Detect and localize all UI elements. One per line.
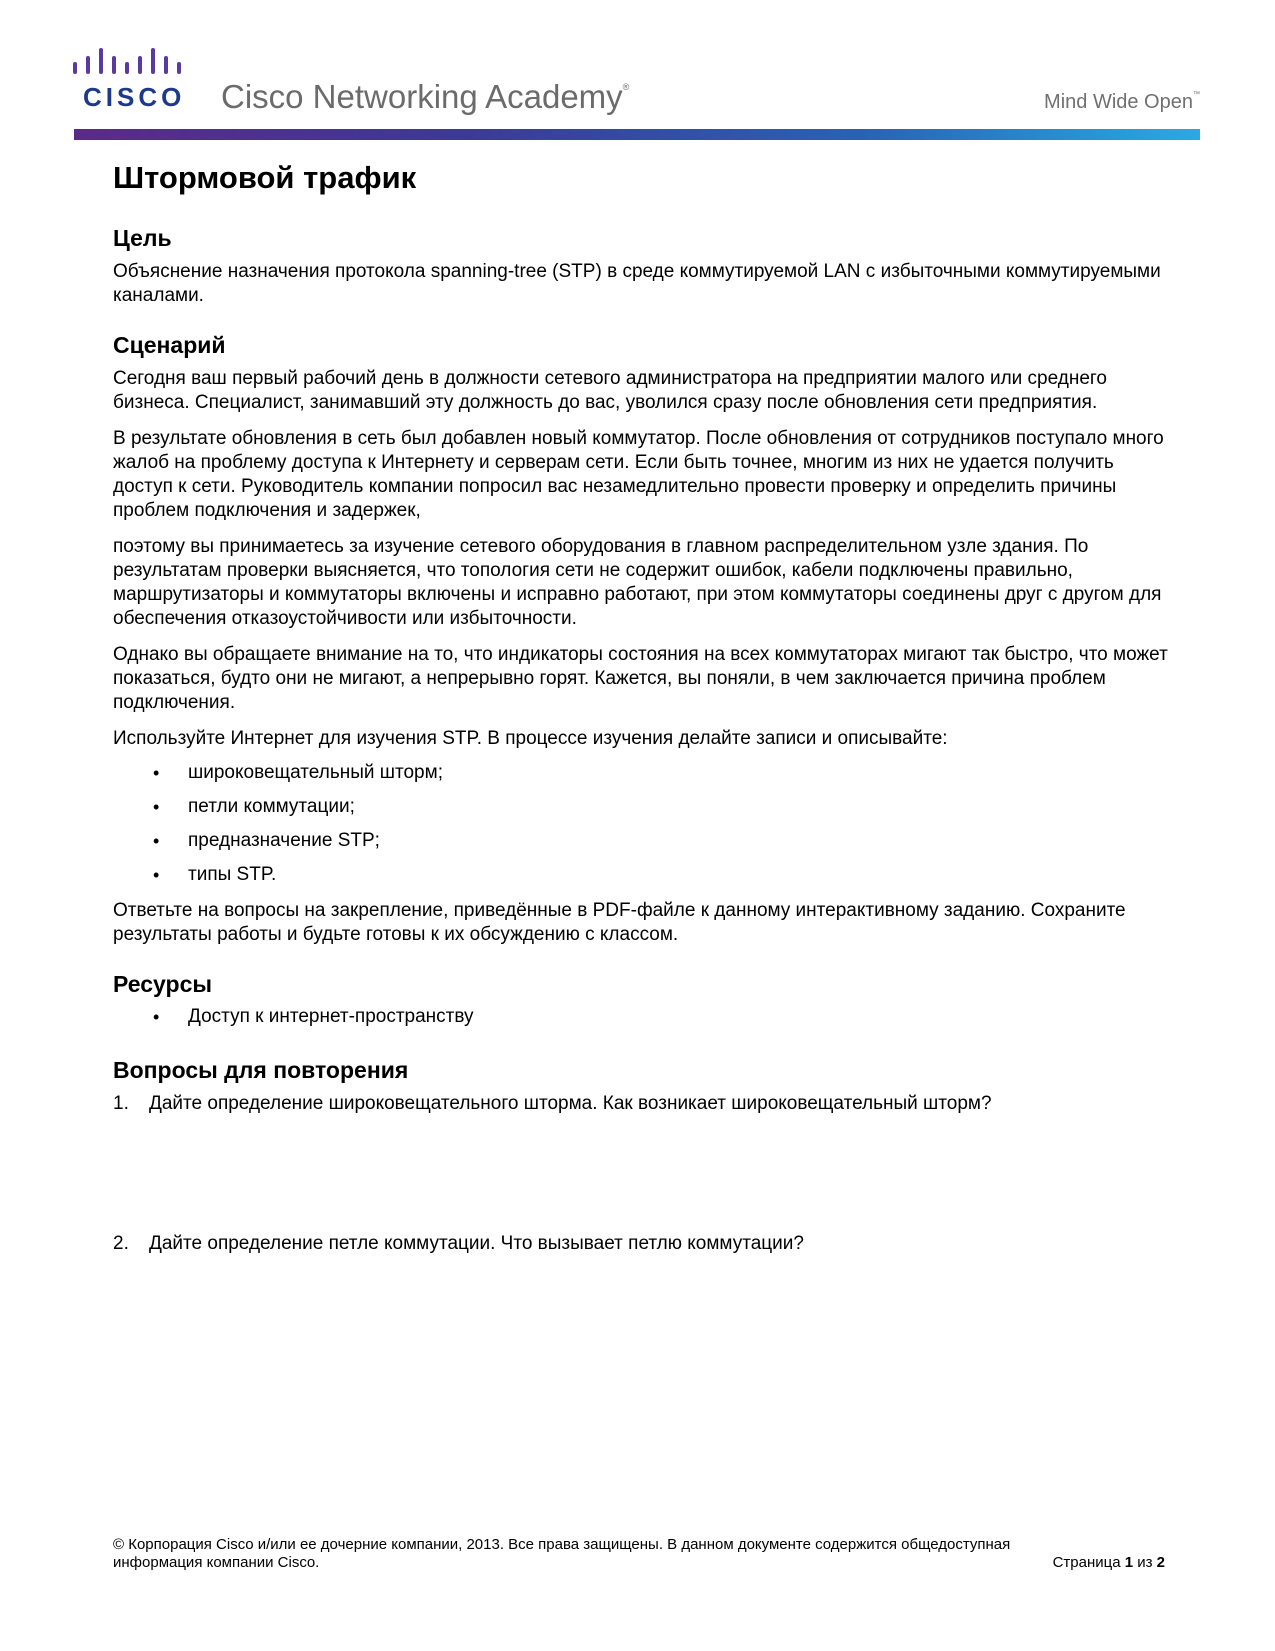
question-number: 1. [113,1093,129,1114]
scenario-paragraph: Однако вы обращаете внимание на то, что индикаторы состояния на всех коммутаторах мигают так быстро, что может показаться, будто они не мигают, а непрерывно горят. Кажется, вы поняли, в чем заключается причина проблем подключения. [113,644,1168,713]
question-item [113,1092,1173,1116]
list-item [113,829,1173,853]
goal-text: Объяснение назначения протокола spanning-tree (STP) в среде коммутируемой LAN с избыточными коммутируемыми каналами. [113,261,1161,306]
page-footer [113,1536,1165,1572]
cisco-logo-wordmark: CISCO [83,82,186,112]
header-gradient-bar [74,129,1200,140]
goal-heading: Цель [113,225,172,251]
page-current: 1 [1124,1554,1134,1571]
question-number: 2. [113,1233,129,1254]
scenario-closing: Ответьте на вопросы на закрепление, приведённые в PDF-файле к данному интерактивному заданию. Сохраните результаты работы и будьте готовы к их обсуждению с классом. [113,900,1126,945]
page-number [1053,1554,1165,1572]
tagline [1044,91,1200,114]
scenario-paragraph: поэтому вы принимаетесь за изучение сетевого оборудования в главном распределительном узле здания. По результатам проверки выясняется, что топология сети не содержит ошибок, кабели подключены правильно, маршрутизаторы и коммутаторы включены и исправно работают, при этом коммутаторы соединены друг с другом для обеспечения отказоустойчивости или избыточности. [113,536,1162,629]
list-item [113,761,1173,785]
list-item [113,863,1173,887]
copyright-notice: © Корпорация Cisco и/или ее дочерние компании, 2013. Все права защищены. В данном документе содержится общедоступная информация компании Cisco. [113,1536,1011,1571]
page-number-separator: из [1133,1554,1157,1571]
review-heading: Вопросы для повторения [113,1057,409,1083]
list-item-text: предназначение STP; [188,830,380,851]
list-item [113,1005,1173,1029]
question-text: Дайте определение широковещательного шторма. Как возникает широковещательный шторм? [149,1093,992,1114]
list-item-text: Доступ к интернет-пространству [188,1006,474,1027]
bullet-icon: • [153,797,160,817]
bullet-icon: • [153,763,160,783]
bullet-icon: • [153,831,160,851]
question-text: Дайте определение петле коммутации. Что вызывает петлю коммутации? [149,1233,804,1254]
scenario-heading: Сценарий [113,332,226,358]
scenario-paragraph: Сегодня ваш первый рабочий день в должности сетевого администратора на предприятии малого или среднего бизнеса. Специалист, занимавший эту должность до вас, уволился сразу после обновления сети предприятия. [113,368,1107,413]
resources-heading: Ресурсы [113,971,213,997]
scenario-paragraph: В результате обновления в сеть был добавлен новый коммутатор. После обновления от сотрудников поступало много жалоб на проблему доступа к Интернету и серверам сети. Если быть точнее, многим из них не удается получить доступ к сети. Руководитель компании попросил вас незамедлительно провести проверку и определить причины проблем подключения и задержек, [113,428,1164,521]
document-body [113,155,1173,1256]
list-item [113,795,1173,819]
page-total: 2 [1156,1554,1165,1571]
page-number-prefix: Страница [1052,1554,1125,1571]
trademark-mark: ™ [1193,91,1200,98]
list-item-text: петли коммутации; [188,796,355,817]
registered-mark: ® [622,82,630,92]
cisco-logo-bars-icon [73,46,193,80]
scenario-paragraph: Используйте Интернет для изучения STP. В процессе изучения делайте записи и описывайте: [113,728,948,749]
academy-title [221,78,629,116]
resources-list [113,1005,1173,1029]
academy-title-text: Cisco Networking Academy [221,78,623,115]
list-item-text: широковещательный шторм; [188,762,443,783]
list-item-text: типы STP. [188,864,277,885]
page-header [0,0,1275,140]
tagline-text: Mind Wide Open [1044,91,1193,113]
bullet-icon: • [153,1007,160,1027]
scenario-bullet-list [113,761,1173,887]
page-title: Штормовой трафик [113,160,417,195]
question-item [113,1232,1173,1256]
bullet-icon: • [153,865,160,885]
review-questions [113,1092,1173,1256]
